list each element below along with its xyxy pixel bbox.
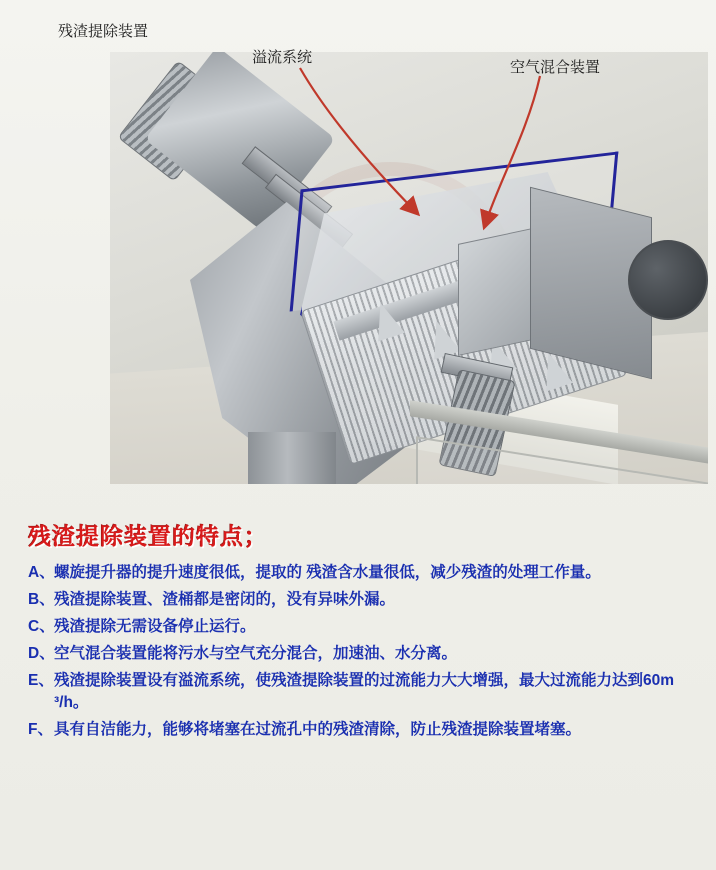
features-list [28, 562, 688, 746]
lower-housing [248, 432, 336, 484]
list-item-text: 空气混合装置能将污水与空气充分混合，加速油、水分离。 [54, 645, 458, 662]
list-item [28, 670, 688, 714]
callout-label-air-mixing-device: 空气混合装置 [510, 60, 601, 76]
callout-label-residue-removal-device: 残渣提除装置 [58, 24, 149, 40]
list-item-marker: C、 [28, 618, 55, 635]
list-item-text: 具有自洁能力，能够将堵塞在过流孔中的残渣清除，防止残渣提除装置堵塞。 [54, 721, 582, 738]
list-item-text: 螺旋提升器的提升速度很低，提取的 残渣含水量很低，减少残渣的处理工作量。 [54, 564, 601, 581]
list-item [28, 589, 688, 611]
list-item-marker: A、 [28, 564, 55, 581]
equipment-illustration [110, 52, 708, 484]
list-item [28, 616, 688, 638]
section-heading: 残渣提除装置的特点； [28, 523, 268, 549]
list-item-text: 残渣提除无需设备停止运行。 [54, 618, 256, 635]
list-item-text: 残渣提除装置、渣桶都是密闭的，没有异味外漏。 [54, 591, 396, 608]
list-item-marker: D、 [28, 645, 55, 662]
callout-label-overflow-system: 溢流系统 [252, 50, 313, 66]
list-item [28, 562, 688, 584]
list-item [28, 643, 688, 665]
features-section [0, 500, 716, 870]
drive-motor-disc [628, 240, 708, 320]
list-item-marker: E、 [28, 672, 54, 689]
list-item [28, 719, 688, 741]
list-item-marker: F、 [28, 721, 53, 738]
list-item-text: 残渣提除装置设有溢流系统，使残渣提除装置的过流能力大大增强，最大过流能力达到60m ³/h。 [54, 672, 675, 711]
list-item-marker: B、 [28, 591, 55, 608]
